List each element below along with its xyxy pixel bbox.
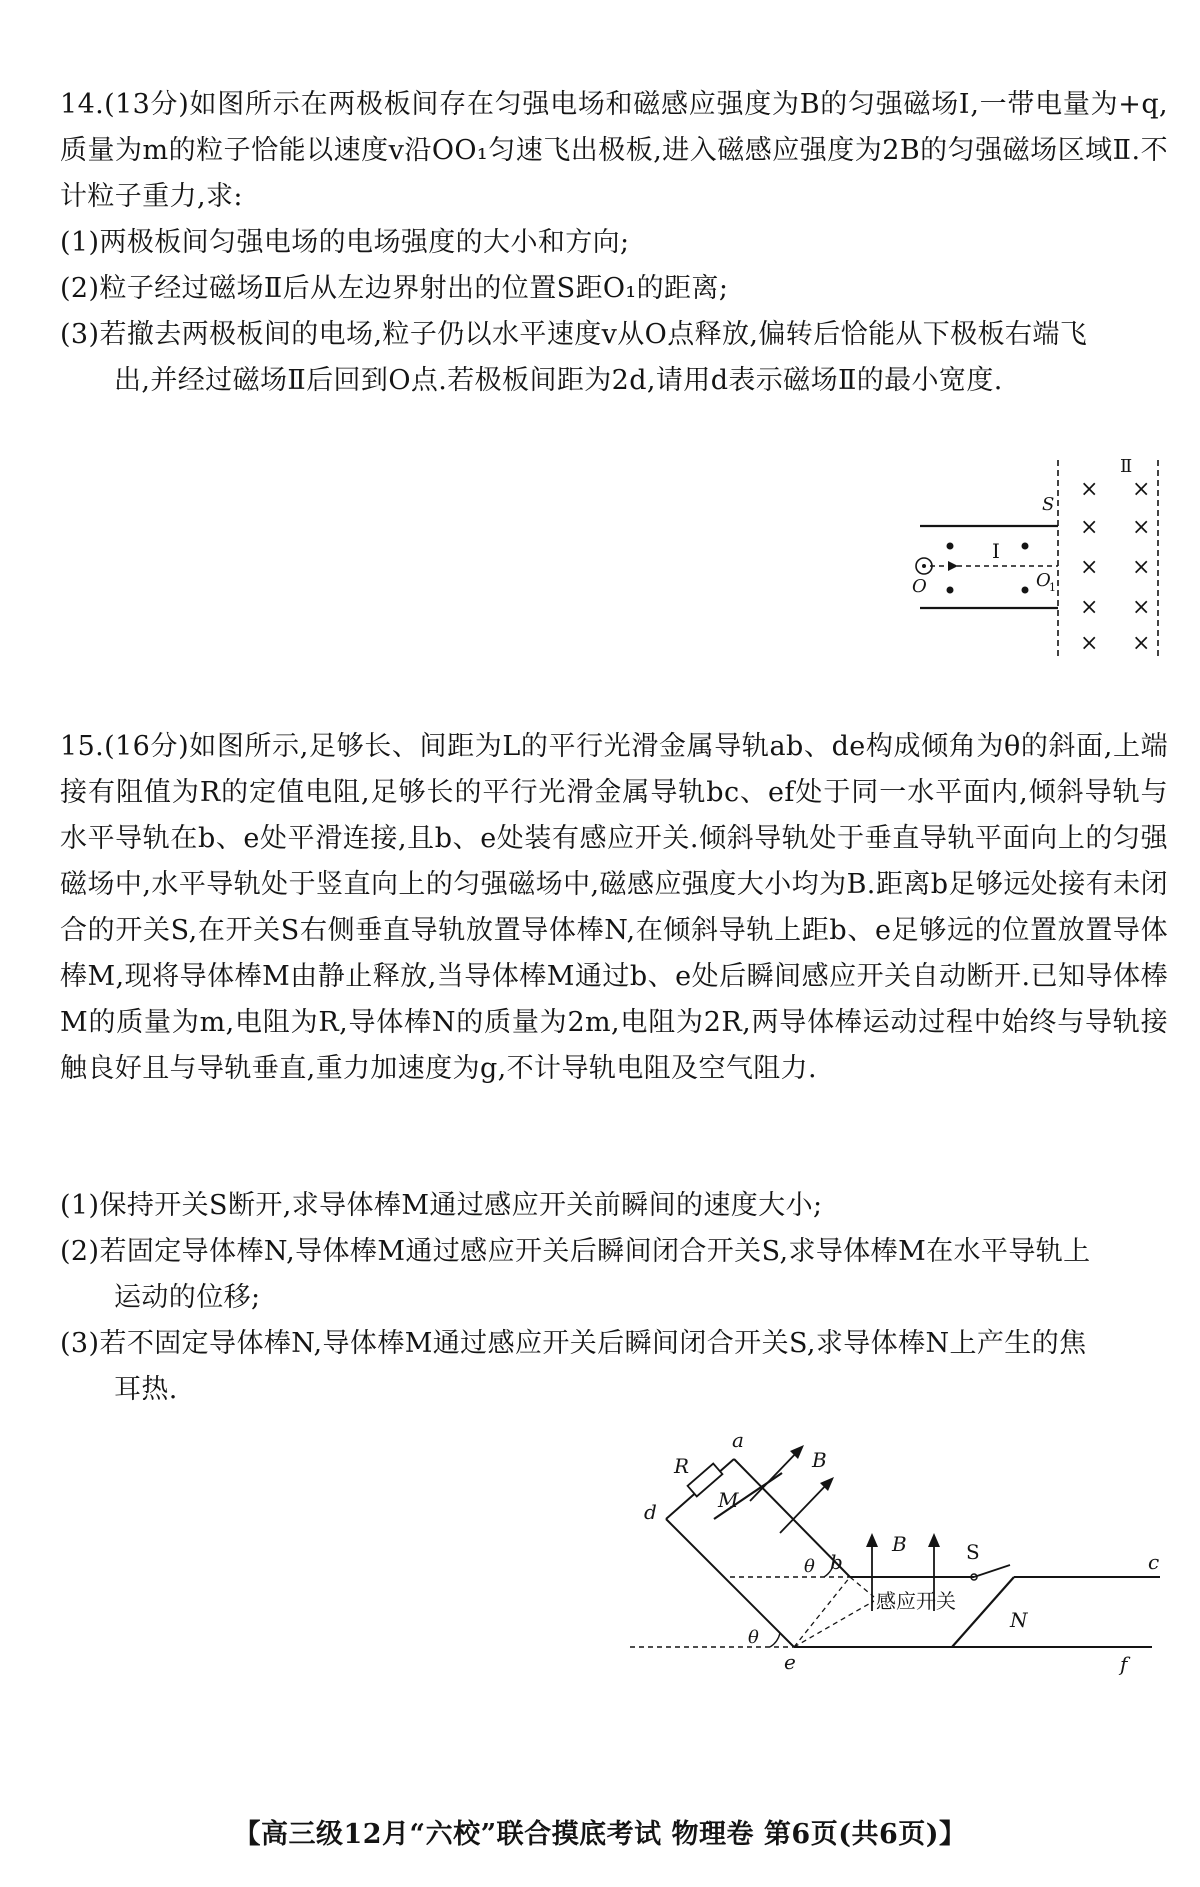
label-sensing-switch: 感应开关 (876, 1589, 956, 1613)
svg-text:×: × (1080, 555, 1099, 580)
svg-text:×: × (1132, 631, 1151, 656)
label-S: S (966, 1540, 980, 1564)
field-crosses (1080, 477, 1150, 656)
label-N: N (1010, 1608, 1028, 1632)
q15-stem: 15.(16分)如图所示,足够长、间距为L的平行光滑金属导轨ab、de构成倾角为θ的斜面,上端接有阻值为R的定值电阻,足够长的平行光滑金属导轨bc、ef处于同一水平面内,倾斜导轨与水平导轨在b、e处平滑连接,且b、e处装有感应开关.倾斜导轨处于垂直导轨平面向上的匀强磁场中,水平导轨处于竖直向上的匀强磁场中,磁感应强度大小均为B.距离b足够远处接有未闭合的开关S,在开关S右侧垂直导轨放置导体棒N,在倾斜导轨上距b、e足够远的位置放置导体棒M,现将导体棒M由静止释放,当导体棒M通过b、e处后瞬间感应开关自动断开.已知导体棒M的质量为m,电阻为R,导体棒N的质量为2m,电阻为2R,两导体棒运动过程中始终与导轨接触良好且与导轨垂直,重力加速度为g,不计导轨电阻及空气阻力. (60, 731, 1168, 1084)
point-O1-subscript: 1 (1049, 581, 1056, 594)
svg-text:×: × (1080, 595, 1099, 620)
field-dot (1022, 587, 1029, 594)
page-footer: 【高三级12月“六校”联合摸底考试 物理卷 第6页(共6页)】 (233, 1819, 967, 1850)
point-O-label: O (912, 576, 927, 597)
label-B-horizontal: B (892, 1532, 907, 1556)
q14-figure (900, 440, 1180, 670)
q15-part2-line2: 运动的位移; (114, 1282, 261, 1313)
svg-text:×: × (1132, 555, 1151, 580)
svg-text:×: × (1080, 515, 1099, 540)
svg-text:×: × (1132, 477, 1151, 502)
svg-text:×: × (1132, 515, 1151, 540)
q15-part1: (1)保持开关S断开,求导体棒M通过感应开关前瞬间的速度大小; (60, 1190, 823, 1221)
label-R: R (674, 1454, 690, 1478)
q15-part3-line1: (3)若不固定导体棒N,导体棒M通过感应开关后瞬间闭合开关S,求导体棒N上产生的焦 (60, 1328, 1087, 1359)
q14-part1: (1)两极板间匀强电场的电场强度的大小和方向; (60, 227, 630, 258)
q15-part2-line1: (2)若固定导体棒N,导体棒M通过感应开关后瞬间闭合开关S,求导体棒M在水平导轨上 (60, 1236, 1091, 1267)
region2-label: Ⅱ (1120, 456, 1133, 477)
q14-part2: (2)粒子经过磁场Ⅱ后从左边界射出的位置S距O₁的距离; (60, 273, 729, 304)
field-dot (1022, 543, 1029, 550)
label-a: a (732, 1428, 744, 1452)
switch-S (974, 1565, 1010, 1577)
q14-stem: 14.(13分)如图所示在两极板间存在匀强电场和磁感应强度为B的匀强磁场Ⅰ,一带电量为+q,质量为m的粒子恰能以速度v沿OO₁匀速飞出极板,进入磁感应强度为2B的匀强磁场区域Ⅱ.不计粒子重力,求: (60, 89, 1168, 212)
svg-text:×: × (1132, 595, 1151, 620)
label-theta-b: θ (804, 1556, 815, 1577)
point-S-label: S (1042, 494, 1055, 515)
label-b: b (830, 1550, 843, 1574)
label-f: f (1120, 1652, 1128, 1676)
field-dot (947, 587, 954, 594)
rail-de (666, 1519, 794, 1647)
label-theta-e: θ (748, 1627, 759, 1648)
label-c: c (1148, 1550, 1160, 1574)
label-M: M (718, 1488, 739, 1512)
region1-label: I (992, 539, 1000, 563)
label-e: e (784, 1650, 797, 1674)
q15-figure (630, 1415, 1170, 1648)
q14-part3-line2: 出,并经过磁场Ⅱ后回到O点.若极板间距为2d,请用d表示磁场Ⅱ的最小宽度. (114, 365, 1003, 396)
label-B-incline: B (812, 1448, 827, 1472)
q14-part3-line1: (3)若撤去两极板间的电场,粒子仍以水平速度v从O点释放,偏转后恰能从下极板右端飞 (60, 319, 1088, 350)
rod-N (952, 1577, 1014, 1647)
q15-part3-line2: 耳热. (114, 1374, 178, 1405)
velocity-arrow (948, 561, 958, 571)
label-d: d (644, 1500, 657, 1524)
field-dot (947, 543, 954, 550)
svg-text:×: × (1080, 477, 1099, 502)
point-O1-label: O (1036, 570, 1051, 591)
svg-text:×: × (1080, 631, 1099, 656)
